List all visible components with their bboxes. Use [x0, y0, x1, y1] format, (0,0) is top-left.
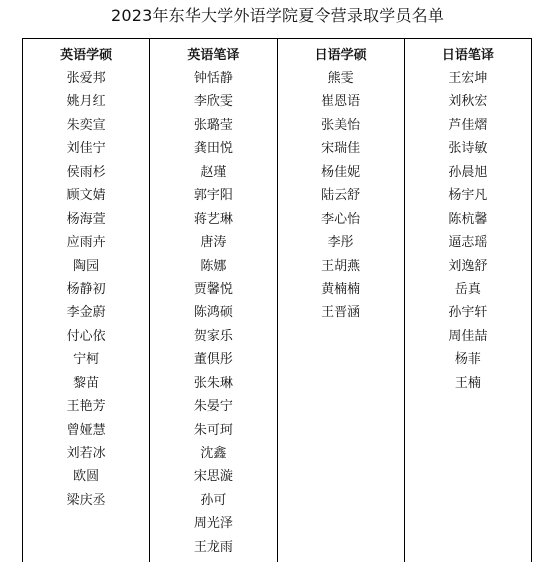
student-name: 杨宇凡 [448, 188, 488, 204]
student-name: 李彤 [327, 235, 354, 251]
student-name: 贾馨悦 [193, 281, 233, 297]
student-name: 付心依 [66, 328, 106, 344]
student-name: 杨佳妮 [321, 164, 361, 180]
student-name: 应雨卉 [66, 235, 106, 251]
student-name: 逼志瑶 [448, 235, 488, 251]
student-name: 沈鑫 [200, 446, 227, 461]
student-name: 芦佳熠 [448, 117, 488, 133]
student-name: 王龙雨 [193, 539, 233, 555]
column-cell-japanese-academic [277, 67, 404, 562]
student-name: 宋瑞佳 [321, 141, 361, 157]
student-name: 李心怡 [321, 211, 361, 227]
name-list [23, 67, 149, 512]
student-name: 刘佳宁 [66, 141, 106, 157]
table-header-row [23, 39, 532, 68]
student-name: 杨静初 [66, 281, 106, 297]
student-name: 刘逸舒 [448, 258, 488, 274]
student-name: 杨海萱 [66, 211, 106, 227]
student-name: 顾文婧 [66, 188, 106, 204]
student-name: 陆云舒 [321, 188, 361, 204]
name-list [405, 67, 531, 395]
column-header-japanese-translation: 日语笔译 [404, 39, 531, 68]
name-list [150, 67, 276, 559]
student-name: 崔恩语 [321, 94, 361, 110]
student-name: 张朱琳 [193, 375, 233, 391]
student-name: 王胡燕 [321, 258, 361, 274]
student-name: 宋思漩 [193, 469, 233, 485]
student-name: 陈娜 [200, 258, 227, 274]
student-name: 王楠 [454, 375, 481, 391]
student-name: 唐涛 [200, 235, 227, 251]
column-cell-japanese-translation [404, 67, 531, 562]
student-name: 岳真 [454, 281, 481, 297]
student-name: 刘秋宏 [448, 94, 488, 110]
name-list [278, 67, 404, 325]
student-name: 王艳芳 [66, 399, 106, 415]
student-name: 张璐莹 [193, 117, 233, 133]
student-name: 张诗敏 [448, 141, 488, 157]
student-name: 黄楠楠 [321, 281, 361, 297]
student-name: 李金蔚 [66, 305, 106, 321]
student-name: 陶园 [73, 258, 100, 274]
student-name: 宁柯 [73, 352, 100, 368]
student-name: 周佳喆 [448, 328, 488, 344]
student-name: 张爱邦 [66, 71, 106, 86]
student-name: 朱奕宣 [66, 117, 106, 133]
student-name: 郭宇阳 [193, 188, 233, 204]
column-cell-english-translation [150, 67, 277, 562]
column-header-japanese-academic: 日语学硕 [277, 39, 404, 68]
column-header-english-academic: 英语学硕 [23, 39, 150, 68]
student-name: 钟恬静 [193, 71, 233, 86]
student-name: 梁庆丞 [66, 492, 106, 508]
student-name: 陈杭馨 [448, 211, 488, 227]
admission-table [22, 38, 532, 562]
student-name: 刘若冰 [66, 446, 106, 461]
student-name: 贺家乐 [193, 328, 233, 344]
student-name: 陈鸿硕 [193, 305, 233, 321]
column-header-english-translation: 英语笔译 [150, 39, 277, 68]
page-title: 2023年东华大学外语学院夏令营录取学员名单 [110, 6, 445, 25]
student-name: 侯雨杉 [66, 164, 106, 180]
student-name: 张美怡 [321, 117, 361, 133]
student-name: 王晋涵 [321, 305, 361, 321]
student-name: 熊雯 [327, 71, 354, 86]
student-name: 孙晨旭 [448, 164, 488, 180]
student-name: 黎苗 [73, 375, 100, 391]
student-name: 龚田悦 [193, 141, 233, 157]
student-name: 孙宇轩 [448, 305, 488, 321]
student-name: 王宏坤 [448, 71, 488, 86]
student-name: 杨菲 [454, 352, 481, 368]
student-name: 蒋艺琳 [193, 211, 233, 227]
student-name: 周光泽 [193, 516, 233, 532]
student-name: 曾娅慧 [66, 422, 106, 438]
student-name: 姚月红 [66, 94, 106, 110]
student-name: 赵瑾 [200, 164, 227, 180]
student-name: 董倶彤 [193, 352, 233, 368]
column-cell-english-academic [23, 67, 150, 562]
student-name: 朱晏宁 [193, 399, 233, 415]
student-name: 朱可珂 [193, 422, 233, 438]
table-body-row [23, 67, 532, 562]
student-name: 孙可 [200, 492, 227, 508]
student-name: 欧圆 [73, 469, 100, 485]
student-name: 李欣雯 [193, 94, 233, 110]
